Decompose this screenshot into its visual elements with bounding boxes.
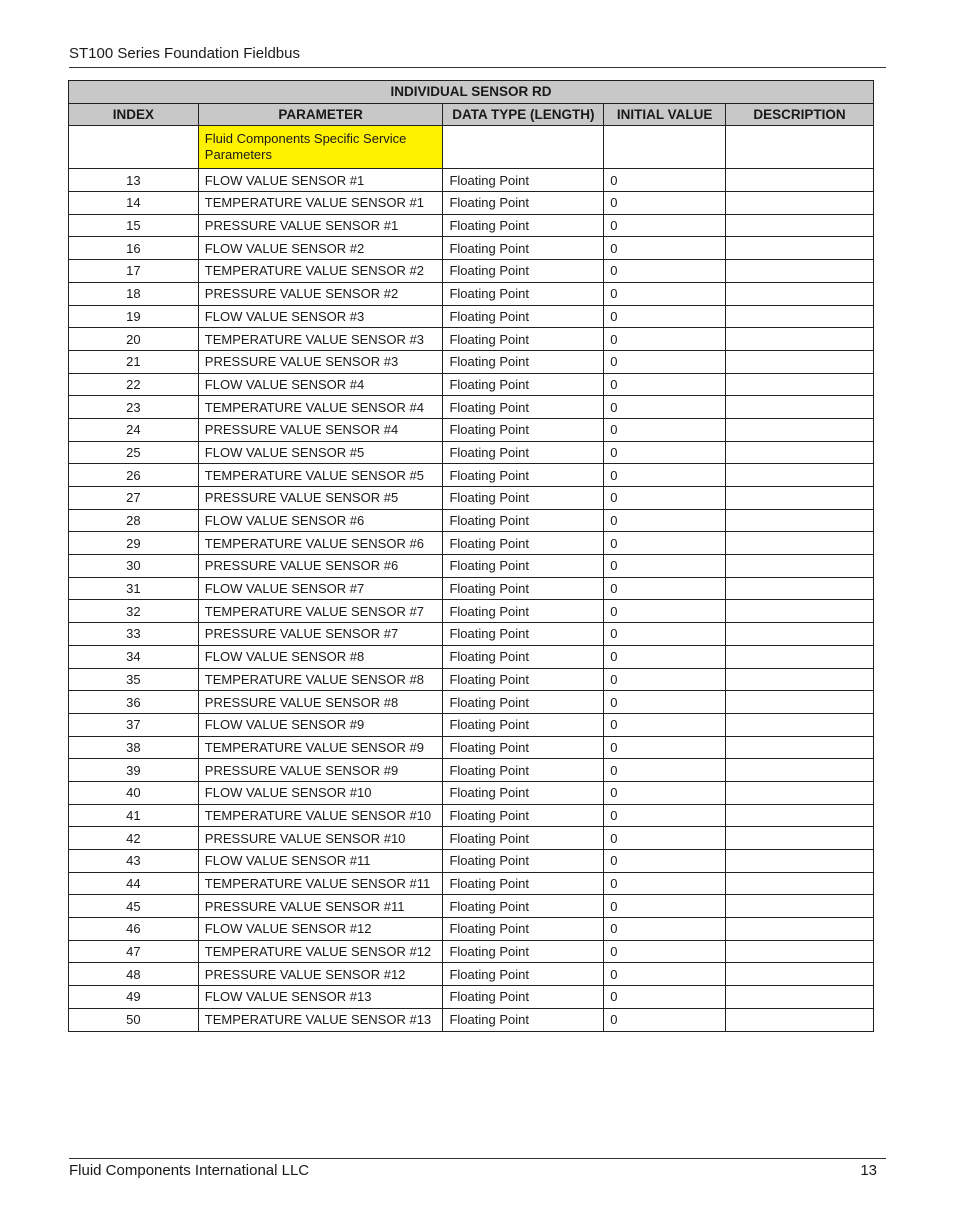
data-type-cell: Floating Point xyxy=(443,237,604,260)
initial-value-cell: 0 xyxy=(604,487,726,510)
table-header-row xyxy=(69,103,874,126)
parameter-cell: FLOW VALUE SENSOR #3 xyxy=(198,305,443,328)
initial-value-cell: 0 xyxy=(604,940,726,963)
section-row xyxy=(69,126,874,169)
parameter-cell: PRESSURE VALUE SENSOR #4 xyxy=(198,418,443,441)
section-label: Fluid Components Specific Service Parameters xyxy=(198,126,443,169)
index-cell: 15 xyxy=(69,214,199,237)
initial-value-cell: 0 xyxy=(604,532,726,555)
page-number: 13 xyxy=(860,1162,877,1179)
initial-value-cell: 0 xyxy=(604,282,726,305)
index-cell: 48 xyxy=(69,963,199,986)
index-cell: 25 xyxy=(69,441,199,464)
index-cell: 42 xyxy=(69,827,199,850)
data-type-cell: Floating Point xyxy=(443,804,604,827)
index-cell: 41 xyxy=(69,804,199,827)
data-type-cell: Floating Point xyxy=(443,850,604,873)
index-cell: 38 xyxy=(69,736,199,759)
initial-value-cell: 0 xyxy=(604,691,726,714)
data-type-cell: Floating Point xyxy=(443,396,604,419)
description-cell xyxy=(726,260,874,283)
index-cell: 14 xyxy=(69,192,199,215)
description-cell xyxy=(726,350,874,373)
initial-value-cell: 0 xyxy=(604,963,726,986)
index-cell: 27 xyxy=(69,487,199,510)
data-type-cell: Floating Point xyxy=(443,577,604,600)
table-row xyxy=(69,1008,874,1031)
description-cell xyxy=(726,736,874,759)
description-cell xyxy=(726,691,874,714)
description-cell xyxy=(726,759,874,782)
parameter-cell: FLOW VALUE SENSOR #13 xyxy=(198,986,443,1009)
initial-value-cell: 0 xyxy=(604,464,726,487)
description-cell xyxy=(726,214,874,237)
description-cell xyxy=(726,169,874,192)
data-type-cell: Floating Point xyxy=(443,464,604,487)
table-row xyxy=(69,645,874,668)
index-cell: 44 xyxy=(69,872,199,895)
table-row xyxy=(69,827,874,850)
table-row xyxy=(69,487,874,510)
sensor-table xyxy=(68,80,874,1032)
description-cell xyxy=(726,1008,874,1031)
footer-company: Fluid Components International LLC xyxy=(69,1162,310,1179)
section-index-cell xyxy=(69,126,199,169)
index-cell: 17 xyxy=(69,260,199,283)
description-cell xyxy=(726,645,874,668)
table-row xyxy=(69,260,874,283)
description-cell xyxy=(726,781,874,804)
table-row xyxy=(69,781,874,804)
initial-value-cell: 0 xyxy=(604,736,726,759)
table-row xyxy=(69,668,874,691)
index-cell: 26 xyxy=(69,464,199,487)
description-cell xyxy=(726,895,874,918)
parameter-cell: PRESSURE VALUE SENSOR #1 xyxy=(198,214,443,237)
index-cell: 22 xyxy=(69,373,199,396)
parameter-cell: TEMPERATURE VALUE SENSOR #4 xyxy=(198,396,443,419)
description-cell xyxy=(726,532,874,555)
description-cell xyxy=(726,487,874,510)
index-cell: 45 xyxy=(69,895,199,918)
parameter-cell: TEMPERATURE VALUE SENSOR #11 xyxy=(198,872,443,895)
table-row xyxy=(69,282,874,305)
index-cell: 20 xyxy=(69,328,199,351)
initial-value-cell: 0 xyxy=(604,350,726,373)
parameter-cell: FLOW VALUE SENSOR #6 xyxy=(198,509,443,532)
data-type-cell: Floating Point xyxy=(443,305,604,328)
table-row xyxy=(69,986,874,1009)
parameter-cell: TEMPERATURE VALUE SENSOR #2 xyxy=(198,260,443,283)
footer-divider xyxy=(69,1158,886,1159)
table-row xyxy=(69,464,874,487)
table-row xyxy=(69,305,874,328)
table-row xyxy=(69,373,874,396)
table-title-row xyxy=(69,81,874,104)
section-initial-cell xyxy=(604,126,726,169)
initial-value-cell: 0 xyxy=(604,328,726,351)
description-cell xyxy=(726,441,874,464)
initial-value-cell: 0 xyxy=(604,396,726,419)
parameter-cell: FLOW VALUE SENSOR #8 xyxy=(198,645,443,668)
data-type-cell: Floating Point xyxy=(443,260,604,283)
section-description-cell xyxy=(726,126,874,169)
description-cell xyxy=(726,237,874,260)
description-cell xyxy=(726,850,874,873)
table-row xyxy=(69,418,874,441)
parameter-cell: TEMPERATURE VALUE SENSOR #13 xyxy=(198,1008,443,1031)
initial-value-cell: 0 xyxy=(604,895,726,918)
initial-value-cell: 0 xyxy=(604,555,726,578)
parameter-cell: FLOW VALUE SENSOR #12 xyxy=(198,918,443,941)
parameter-cell: TEMPERATURE VALUE SENSOR #8 xyxy=(198,668,443,691)
initial-value-cell: 0 xyxy=(604,827,726,850)
parameter-cell: PRESSURE VALUE SENSOR #8 xyxy=(198,691,443,714)
index-cell: 31 xyxy=(69,577,199,600)
initial-value-cell: 0 xyxy=(604,305,726,328)
parameter-cell: FLOW VALUE SENSOR #2 xyxy=(198,237,443,260)
initial-value-cell: 0 xyxy=(604,668,726,691)
table-row xyxy=(69,918,874,941)
initial-value-cell: 0 xyxy=(604,260,726,283)
initial-value-cell: 0 xyxy=(604,214,726,237)
data-type-cell: Floating Point xyxy=(443,169,604,192)
table-row xyxy=(69,509,874,532)
parameter-cell: PRESSURE VALUE SENSOR #3 xyxy=(198,350,443,373)
index-cell: 34 xyxy=(69,645,199,668)
parameter-cell: FLOW VALUE SENSOR #7 xyxy=(198,577,443,600)
description-cell xyxy=(726,555,874,578)
index-cell: 39 xyxy=(69,759,199,782)
index-cell: 33 xyxy=(69,623,199,646)
table-row xyxy=(69,214,874,237)
index-cell: 19 xyxy=(69,305,199,328)
index-cell: 47 xyxy=(69,940,199,963)
data-type-cell: Floating Point xyxy=(443,282,604,305)
data-type-cell: Floating Point xyxy=(443,713,604,736)
initial-value-cell: 0 xyxy=(604,713,726,736)
data-type-cell: Floating Point xyxy=(443,986,604,1009)
index-cell: 32 xyxy=(69,600,199,623)
table-row xyxy=(69,872,874,895)
table-row xyxy=(69,328,874,351)
index-cell: 21 xyxy=(69,350,199,373)
data-type-cell: Floating Point xyxy=(443,328,604,351)
initial-value-cell: 0 xyxy=(604,169,726,192)
initial-value-cell: 0 xyxy=(604,373,726,396)
data-type-cell: Floating Point xyxy=(443,373,604,396)
table-row xyxy=(69,759,874,782)
column-header-parameter: PARAMETER xyxy=(198,103,443,126)
table-row xyxy=(69,350,874,373)
column-header-description: DESCRIPTION xyxy=(726,103,874,126)
description-cell xyxy=(726,418,874,441)
index-cell: 28 xyxy=(69,509,199,532)
column-header-initial-value: INITIAL VALUE xyxy=(604,103,726,126)
table-row xyxy=(69,441,874,464)
parameter-cell: TEMPERATURE VALUE SENSOR #5 xyxy=(198,464,443,487)
table-row xyxy=(69,237,874,260)
data-type-cell: Floating Point xyxy=(443,600,604,623)
parameter-cell: FLOW VALUE SENSOR #9 xyxy=(198,713,443,736)
table-row xyxy=(69,895,874,918)
initial-value-cell: 0 xyxy=(604,600,726,623)
description-cell xyxy=(726,282,874,305)
index-cell: 13 xyxy=(69,169,199,192)
initial-value-cell: 0 xyxy=(604,418,726,441)
section-type-cell xyxy=(443,126,604,169)
table-row xyxy=(69,623,874,646)
data-type-cell: Floating Point xyxy=(443,487,604,510)
parameter-cell: PRESSURE VALUE SENSOR #2 xyxy=(198,282,443,305)
initial-value-cell: 0 xyxy=(604,804,726,827)
index-cell: 16 xyxy=(69,237,199,260)
initial-value-cell: 0 xyxy=(604,237,726,260)
description-cell xyxy=(726,940,874,963)
data-type-cell: Floating Point xyxy=(443,827,604,850)
initial-value-cell: 0 xyxy=(604,441,726,464)
table-row xyxy=(69,192,874,215)
parameter-cell: PRESSURE VALUE SENSOR #12 xyxy=(198,963,443,986)
initial-value-cell: 0 xyxy=(604,986,726,1009)
parameter-cell: TEMPERATURE VALUE SENSOR #3 xyxy=(198,328,443,351)
description-cell xyxy=(726,328,874,351)
table-row xyxy=(69,532,874,555)
table-row xyxy=(69,396,874,419)
column-header-index: INDEX xyxy=(69,103,199,126)
parameter-cell: FLOW VALUE SENSOR #10 xyxy=(198,781,443,804)
parameter-cell: FLOW VALUE SENSOR #11 xyxy=(198,850,443,873)
description-cell xyxy=(726,918,874,941)
parameter-cell: TEMPERATURE VALUE SENSOR #12 xyxy=(198,940,443,963)
index-cell: 40 xyxy=(69,781,199,804)
data-type-cell: Floating Point xyxy=(443,623,604,646)
table-row xyxy=(69,713,874,736)
data-type-cell: Floating Point xyxy=(443,645,604,668)
parameter-cell: FLOW VALUE SENSOR #4 xyxy=(198,373,443,396)
page-header-title: ST100 Series Foundation Fieldbus xyxy=(69,45,300,62)
description-cell xyxy=(726,827,874,850)
data-type-cell: Floating Point xyxy=(443,759,604,782)
parameter-cell: TEMPERATURE VALUE SENSOR #9 xyxy=(198,736,443,759)
table-row xyxy=(69,691,874,714)
initial-value-cell: 0 xyxy=(604,918,726,941)
data-type-cell: Floating Point xyxy=(443,895,604,918)
index-cell: 23 xyxy=(69,396,199,419)
data-type-cell: Floating Point xyxy=(443,1008,604,1031)
description-cell xyxy=(726,804,874,827)
initial-value-cell: 0 xyxy=(604,781,726,804)
table-row xyxy=(69,940,874,963)
parameter-cell: FLOW VALUE SENSOR #1 xyxy=(198,169,443,192)
data-type-cell: Floating Point xyxy=(443,509,604,532)
index-cell: 36 xyxy=(69,691,199,714)
parameter-cell: TEMPERATURE VALUE SENSOR #6 xyxy=(198,532,443,555)
data-type-cell: Floating Point xyxy=(443,940,604,963)
parameter-cell: FLOW VALUE SENSOR #5 xyxy=(198,441,443,464)
header-divider xyxy=(69,67,886,68)
table-row xyxy=(69,169,874,192)
data-type-cell: Floating Point xyxy=(443,872,604,895)
description-cell xyxy=(726,713,874,736)
parameter-cell: PRESSURE VALUE SENSOR #9 xyxy=(198,759,443,782)
initial-value-cell: 0 xyxy=(604,1008,726,1031)
table-row xyxy=(69,577,874,600)
initial-value-cell: 0 xyxy=(604,577,726,600)
data-type-cell: Floating Point xyxy=(443,214,604,237)
parameter-cell: PRESSURE VALUE SENSOR #5 xyxy=(198,487,443,510)
description-cell xyxy=(726,668,874,691)
parameter-cell: TEMPERATURE VALUE SENSOR #10 xyxy=(198,804,443,827)
table-row xyxy=(69,804,874,827)
index-cell: 50 xyxy=(69,1008,199,1031)
description-cell xyxy=(726,305,874,328)
description-cell xyxy=(726,373,874,396)
data-type-cell: Floating Point xyxy=(443,668,604,691)
description-cell xyxy=(726,192,874,215)
index-cell: 18 xyxy=(69,282,199,305)
table-row xyxy=(69,736,874,759)
initial-value-cell: 0 xyxy=(604,192,726,215)
initial-value-cell: 0 xyxy=(604,759,726,782)
description-cell xyxy=(726,600,874,623)
index-cell: 37 xyxy=(69,713,199,736)
index-cell: 30 xyxy=(69,555,199,578)
table-row xyxy=(69,555,874,578)
initial-value-cell: 0 xyxy=(604,850,726,873)
description-cell xyxy=(726,872,874,895)
table-row xyxy=(69,963,874,986)
table-row xyxy=(69,850,874,873)
data-type-cell: Floating Point xyxy=(443,418,604,441)
initial-value-cell: 0 xyxy=(604,645,726,668)
data-type-cell: Floating Point xyxy=(443,441,604,464)
parameter-cell: PRESSURE VALUE SENSOR #10 xyxy=(198,827,443,850)
index-cell: 49 xyxy=(69,986,199,1009)
parameter-cell: PRESSURE VALUE SENSOR #7 xyxy=(198,623,443,646)
initial-value-cell: 0 xyxy=(604,509,726,532)
table-title: INDIVIDUAL SENSOR RD xyxy=(69,81,874,104)
description-cell xyxy=(726,623,874,646)
index-cell: 35 xyxy=(69,668,199,691)
parameter-cell: TEMPERATURE VALUE SENSOR #7 xyxy=(198,600,443,623)
data-type-cell: Floating Point xyxy=(443,963,604,986)
index-cell: 46 xyxy=(69,918,199,941)
data-type-cell: Floating Point xyxy=(443,192,604,215)
description-cell xyxy=(726,396,874,419)
description-cell xyxy=(726,577,874,600)
data-type-cell: Floating Point xyxy=(443,350,604,373)
column-header-data-type: DATA TYPE (LENGTH) xyxy=(443,103,604,126)
data-type-cell: Floating Point xyxy=(443,532,604,555)
initial-value-cell: 0 xyxy=(604,623,726,646)
data-type-cell: Floating Point xyxy=(443,555,604,578)
data-type-cell: Floating Point xyxy=(443,691,604,714)
description-cell xyxy=(726,509,874,532)
index-cell: 29 xyxy=(69,532,199,555)
table-row xyxy=(69,600,874,623)
data-type-cell: Floating Point xyxy=(443,918,604,941)
index-cell: 24 xyxy=(69,418,199,441)
data-type-cell: Floating Point xyxy=(443,781,604,804)
parameter-cell: PRESSURE VALUE SENSOR #11 xyxy=(198,895,443,918)
description-cell xyxy=(726,464,874,487)
description-cell xyxy=(726,986,874,1009)
parameter-cell: TEMPERATURE VALUE SENSOR #1 xyxy=(198,192,443,215)
index-cell: 43 xyxy=(69,850,199,873)
description-cell xyxy=(726,963,874,986)
initial-value-cell: 0 xyxy=(604,872,726,895)
parameter-cell: PRESSURE VALUE SENSOR #6 xyxy=(198,555,443,578)
data-type-cell: Floating Point xyxy=(443,736,604,759)
